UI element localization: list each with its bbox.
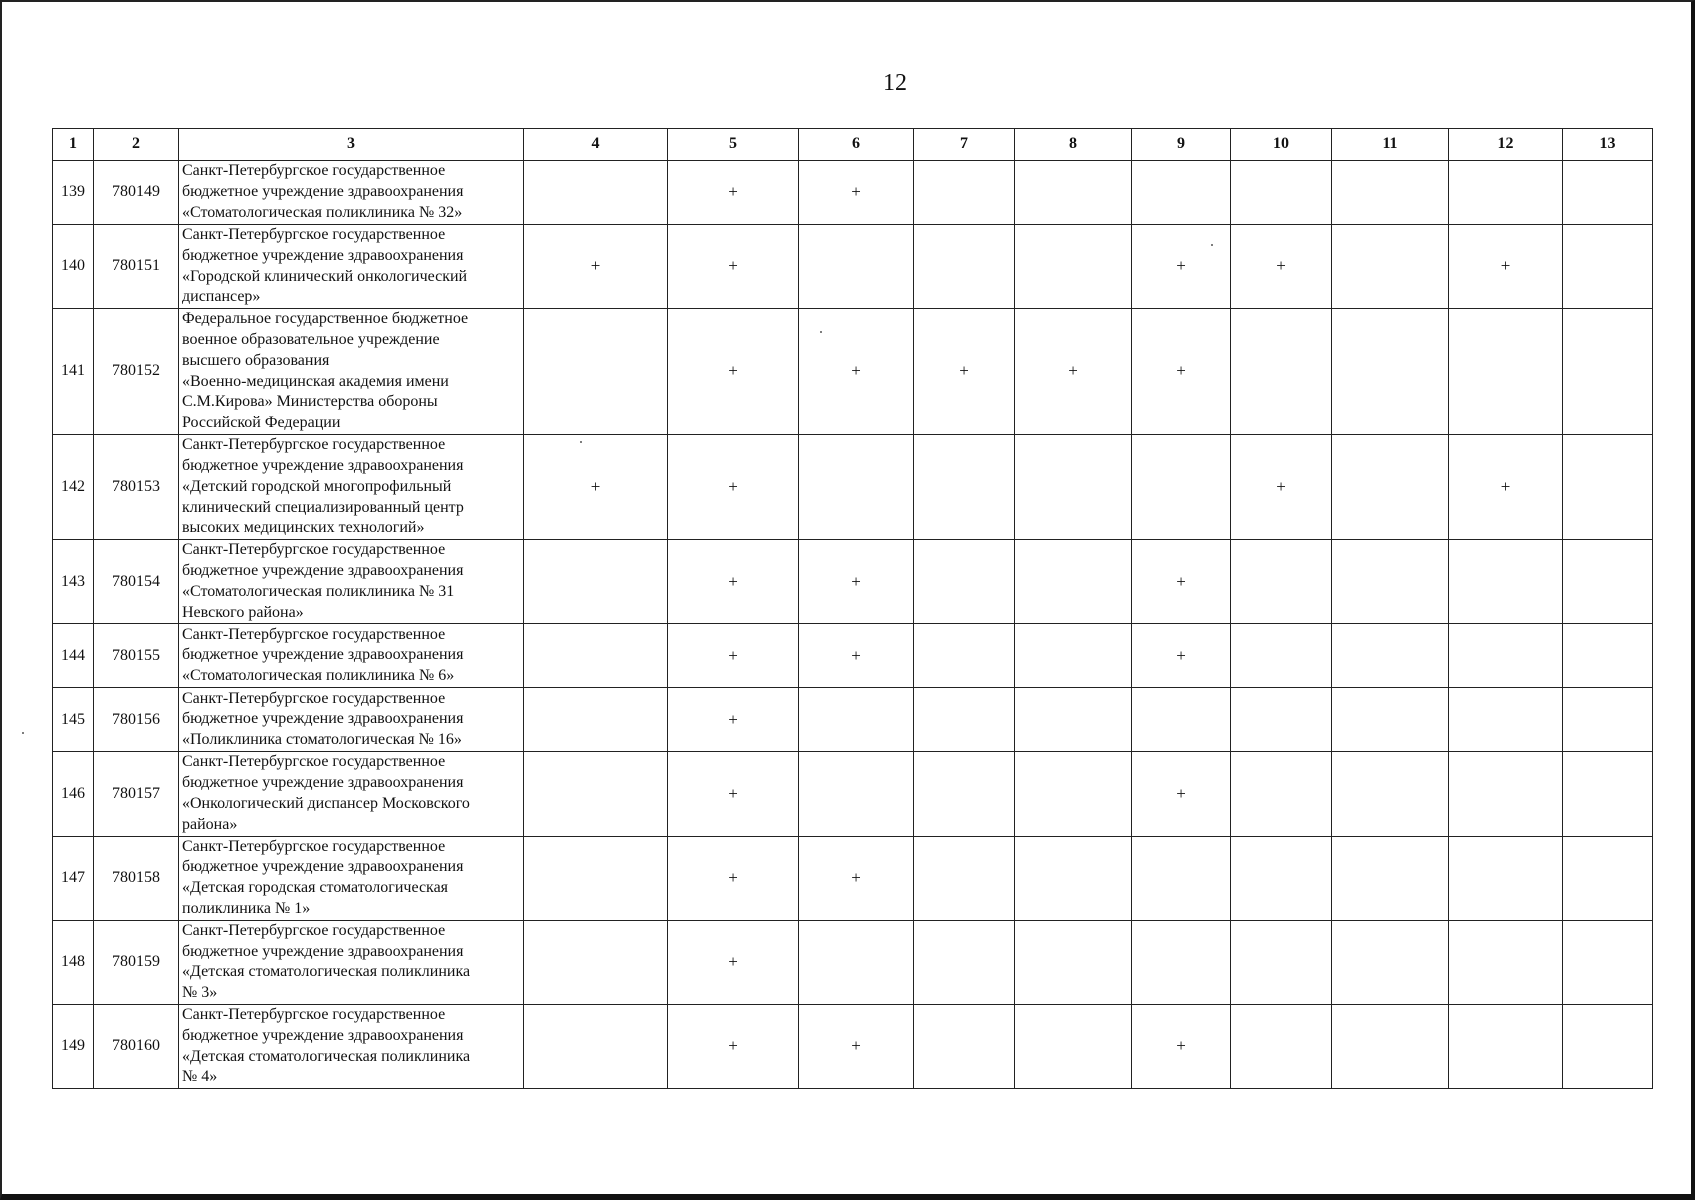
- row-number-cell: 139: [53, 161, 94, 225]
- organization-name-line: бюджетное учреждение здравоохранения: [182, 1026, 464, 1044]
- table-row: [53, 1004, 1653, 1088]
- organization-name-line: № 3»: [182, 984, 218, 1002]
- organization-name-cell: [179, 161, 524, 225]
- organization-name-line: Санкт-Петербургское государственное: [182, 541, 446, 559]
- organization-name-line: военное образовательное учреждение: [182, 331, 440, 349]
- header-cell: 5: [668, 129, 799, 161]
- row-number-cell: 147: [53, 836, 94, 920]
- organization-name-line: района»: [182, 815, 238, 833]
- organization-name-line: Санкт-Петербургское государственное: [182, 1005, 446, 1023]
- mark-cell-col-6: +: [799, 540, 914, 624]
- row-number-cell: 146: [53, 752, 94, 836]
- mark-cell-col-13: [1563, 752, 1653, 836]
- row-number-cell: 141: [53, 309, 94, 435]
- table-row: [53, 688, 1653, 752]
- mark-cell-col-10: +: [1231, 225, 1332, 309]
- mark-cell-col-5: +: [668, 540, 799, 624]
- mark-cell-col-13: [1563, 836, 1653, 920]
- mark-cell-col-4: [524, 688, 668, 752]
- mark-cell-col-9: [1132, 161, 1231, 225]
- organization-name-line: Федеральное государственное бюджетное: [182, 310, 469, 328]
- mark-cell-col-4: [524, 624, 668, 688]
- mark-cell-col-10: [1231, 836, 1332, 920]
- header-cell: 2: [94, 129, 179, 161]
- mark-cell-col-9: +: [1132, 624, 1231, 688]
- registry-code-cell: 780153: [94, 435, 179, 540]
- mark-cell-col-10: +: [1231, 435, 1332, 540]
- mark-cell-col-9: +: [1132, 540, 1231, 624]
- mark-cell-col-12: [1449, 836, 1563, 920]
- organization-name-line: диспансер»: [182, 288, 261, 306]
- header-cell: 9: [1132, 129, 1231, 161]
- organization-name-line: «Стоматологическая поликлиника № 31: [182, 582, 455, 600]
- mark-cell-col-13: [1563, 309, 1653, 435]
- organization-name-line: бюджетное учреждение здравоохранения: [182, 710, 464, 728]
- table-row: [53, 540, 1653, 624]
- scan-speck: [1211, 244, 1213, 246]
- mark-cell-col-10: [1231, 920, 1332, 1004]
- header-cell: 10: [1231, 129, 1332, 161]
- mark-cell-col-13: [1563, 540, 1653, 624]
- mark-cell-col-6: +: [799, 161, 914, 225]
- mark-cell-col-11: [1332, 309, 1449, 435]
- mark-cell-col-6: +: [799, 624, 914, 688]
- mark-cell-col-12: [1449, 920, 1563, 1004]
- mark-cell-col-11: [1332, 161, 1449, 225]
- scan-speck: [580, 441, 582, 443]
- mark-cell-col-4: +: [524, 435, 668, 540]
- mark-cell-col-4: [524, 540, 668, 624]
- mark-cell-col-10: [1231, 1004, 1332, 1088]
- registry-code-cell: 780151: [94, 225, 179, 309]
- header-cell: 7: [914, 129, 1015, 161]
- registry-code-cell: 780155: [94, 624, 179, 688]
- mark-cell-col-4: [524, 1004, 668, 1088]
- mark-cell-col-8: [1015, 688, 1132, 752]
- mark-cell-col-7: [914, 540, 1015, 624]
- mark-cell-col-7: [914, 225, 1015, 309]
- mark-cell-col-10: [1231, 624, 1332, 688]
- mark-cell-col-4: +: [524, 225, 668, 309]
- mark-cell-col-8: [1015, 225, 1132, 309]
- organization-name-line: «Детский городской многопрофильный: [182, 477, 452, 495]
- organization-name-line: «Детская стоматологическая поликлиника: [182, 963, 471, 981]
- scan-speck: [820, 331, 822, 333]
- organization-name-line: С.М.Кирова» Министерства обороны: [182, 393, 438, 411]
- mark-cell-col-5: +: [668, 161, 799, 225]
- header-cell: 13: [1563, 129, 1653, 161]
- header-cell: 1: [53, 129, 94, 161]
- organization-name-line: клинический специализированный центр: [182, 498, 464, 516]
- header-cell: 11: [1332, 129, 1449, 161]
- table-body: [53, 161, 1653, 1089]
- registry-code-cell: 780159: [94, 920, 179, 1004]
- organization-name-line: «Детская стоматологическая поликлиника: [182, 1047, 471, 1065]
- mark-cell-col-9: +: [1132, 225, 1231, 309]
- table-row: [53, 624, 1653, 688]
- mark-cell-col-10: [1231, 309, 1332, 435]
- registry-code-cell: 780156: [94, 688, 179, 752]
- mark-cell-col-11: [1332, 435, 1449, 540]
- organization-name-cell: [179, 540, 524, 624]
- mark-cell-col-13: [1563, 688, 1653, 752]
- registry-code-cell: 780154: [94, 540, 179, 624]
- mark-cell-col-6: [799, 688, 914, 752]
- organization-name-cell: [179, 309, 524, 435]
- organization-name-cell: [179, 435, 524, 540]
- row-number-cell: 144: [53, 624, 94, 688]
- mark-cell-col-5: +: [668, 624, 799, 688]
- mark-cell-col-6: +: [799, 836, 914, 920]
- mark-cell-col-4: [524, 161, 668, 225]
- organization-name-line: «Детская городская стоматологическая: [182, 879, 449, 897]
- organization-name-line: Санкт-Петербургское государственное: [182, 436, 446, 454]
- mark-cell-col-9: [1132, 836, 1231, 920]
- organization-name-line: бюджетное учреждение здравоохранения: [182, 246, 464, 264]
- organization-name-line: высоких медицинских технологий»: [182, 519, 425, 537]
- mark-cell-col-13: [1563, 920, 1653, 1004]
- organization-name-line: Санкт-Петербургское государственное: [182, 162, 446, 180]
- organization-name-line: «Городской клинический онкологический: [182, 267, 468, 285]
- mark-cell-col-12: [1449, 309, 1563, 435]
- page-number: 12: [883, 70, 907, 96]
- organization-name-line: бюджетное учреждение здравоохранения: [182, 858, 464, 876]
- mark-cell-col-5: +: [668, 836, 799, 920]
- organization-name-line: Санкт-Петербургское государственное: [182, 753, 446, 771]
- mark-cell-col-8: [1015, 435, 1132, 540]
- header-cell: 6: [799, 129, 914, 161]
- registry-code-cell: 780158: [94, 836, 179, 920]
- mark-cell-col-7: [914, 435, 1015, 540]
- mark-cell-col-8: [1015, 752, 1132, 836]
- mark-cell-col-6: [799, 752, 914, 836]
- mark-cell-col-11: [1332, 688, 1449, 752]
- organization-name-line: № 4»: [182, 1068, 218, 1086]
- mark-cell-col-6: [799, 435, 914, 540]
- mark-cell-col-9: +: [1132, 752, 1231, 836]
- registry-code-cell: 780152: [94, 309, 179, 435]
- mark-cell-col-4: [524, 836, 668, 920]
- mark-cell-col-11: [1332, 1004, 1449, 1088]
- mark-cell-col-8: [1015, 1004, 1132, 1088]
- organization-name-cell: [179, 836, 524, 920]
- mark-cell-col-7: [914, 161, 1015, 225]
- mark-cell-col-11: [1332, 624, 1449, 688]
- header-cell: 12: [1449, 129, 1563, 161]
- mark-cell-col-13: [1563, 435, 1653, 540]
- table-row: [53, 309, 1653, 435]
- mark-cell-col-12: [1449, 1004, 1563, 1088]
- registry-code-cell: 780160: [94, 1004, 179, 1088]
- organization-name-line: бюджетное учреждение здравоохранения: [182, 183, 464, 201]
- mark-cell-col-5: +: [668, 309, 799, 435]
- mark-cell-col-8: [1015, 836, 1132, 920]
- organization-name-line: «Стоматологическая поликлиника № 6»: [182, 667, 455, 685]
- mark-cell-col-6: [799, 225, 914, 309]
- mark-cell-col-9: [1132, 435, 1231, 540]
- registry-code-cell: 780149: [94, 161, 179, 225]
- mark-cell-col-7: [914, 920, 1015, 1004]
- organization-name-line: Санкт-Петербургское государственное: [182, 837, 446, 855]
- mark-cell-col-12: [1449, 752, 1563, 836]
- organization-name-line: бюджетное учреждение здравоохранения: [182, 942, 464, 960]
- mark-cell-col-9: +: [1132, 1004, 1231, 1088]
- organization-name-cell: [179, 752, 524, 836]
- mark-cell-col-11: [1332, 920, 1449, 1004]
- mark-cell-col-6: [799, 920, 914, 1004]
- mark-cell-col-11: [1332, 225, 1449, 309]
- mark-cell-col-7: [914, 752, 1015, 836]
- table-row: [53, 161, 1653, 225]
- mark-cell-col-11: [1332, 752, 1449, 836]
- organization-name-line: бюджетное учреждение здравоохранения: [182, 561, 464, 579]
- organization-name-cell: [179, 920, 524, 1004]
- organization-name-line: «Поликлиника стоматологическая № 16»: [182, 731, 462, 749]
- organization-name-line: «Стоматологическая поликлиника № 32»: [182, 203, 463, 221]
- mark-cell-col-9: [1132, 688, 1231, 752]
- mark-cell-col-12: [1449, 624, 1563, 688]
- mark-cell-col-6: +: [799, 309, 914, 435]
- header-cell: 4: [524, 129, 668, 161]
- mark-cell-col-12: +: [1449, 435, 1563, 540]
- mark-cell-col-10: [1231, 540, 1332, 624]
- mark-cell-col-9: [1132, 920, 1231, 1004]
- mark-cell-col-5: +: [668, 688, 799, 752]
- mark-cell-col-12: [1449, 161, 1563, 225]
- row-number-cell: 140: [53, 225, 94, 309]
- organization-name-line: поликлиника № 1»: [182, 899, 311, 917]
- header-cell: 8: [1015, 129, 1132, 161]
- scan-speck: [22, 732, 24, 734]
- header-row: [53, 129, 1653, 161]
- mark-cell-col-4: [524, 752, 668, 836]
- mark-cell-col-5: +: [668, 435, 799, 540]
- organization-name-line: «Военно-медицинская академия имени: [182, 372, 449, 390]
- registry-table: [52, 128, 1653, 1089]
- organization-name-cell: [179, 225, 524, 309]
- organization-name-line: бюджетное учреждение здравоохранения: [182, 774, 464, 792]
- organization-name-line: Санкт-Петербургское государственное: [182, 921, 446, 939]
- row-number-cell: 149: [53, 1004, 94, 1088]
- organization-name-line: Российской Федерации: [182, 414, 341, 432]
- mark-cell-col-7: [914, 1004, 1015, 1088]
- mark-cell-col-5: +: [668, 1004, 799, 1088]
- organization-name-cell: [179, 688, 524, 752]
- table-row: [53, 920, 1653, 1004]
- organization-name-line: бюджетное учреждение здравоохранения: [182, 456, 464, 474]
- organization-name-line: Санкт-Петербургское государственное: [182, 226, 446, 243]
- organization-name-line: Санкт-Петербургское государственное: [182, 625, 446, 643]
- table-row: [53, 225, 1653, 309]
- mark-cell-col-6: +: [799, 1004, 914, 1088]
- mark-cell-col-13: [1563, 1004, 1653, 1088]
- mark-cell-col-7: +: [914, 309, 1015, 435]
- mark-cell-col-10: [1231, 688, 1332, 752]
- mark-cell-col-12: [1449, 688, 1563, 752]
- mark-cell-col-8: [1015, 624, 1132, 688]
- row-number-cell: 142: [53, 435, 94, 540]
- organization-name-line: высшего образования: [182, 351, 330, 369]
- organization-name-cell: [179, 624, 524, 688]
- mark-cell-col-5: +: [668, 920, 799, 1004]
- mark-cell-col-5: +: [668, 225, 799, 309]
- mark-cell-col-4: [524, 920, 668, 1004]
- mark-cell-col-8: [1015, 920, 1132, 1004]
- mark-cell-col-11: [1332, 836, 1449, 920]
- mark-cell-col-7: [914, 836, 1015, 920]
- mark-cell-col-13: [1563, 624, 1653, 688]
- mark-cell-col-8: [1015, 540, 1132, 624]
- mark-cell-col-12: [1449, 540, 1563, 624]
- organization-name-line: «Онкологический диспансер Московского: [182, 794, 470, 812]
- organization-name-cell: [179, 1004, 524, 1088]
- row-number-cell: 145: [53, 688, 94, 752]
- row-number-cell: 143: [53, 540, 94, 624]
- mark-cell-col-5: +: [668, 752, 799, 836]
- mark-cell-col-8: +: [1015, 309, 1132, 435]
- table-row: [53, 836, 1653, 920]
- registry-code-cell: 780157: [94, 752, 179, 836]
- mark-cell-col-4: [524, 309, 668, 435]
- row-number-cell: 148: [53, 920, 94, 1004]
- organization-name-line: Санкт-Петербургское государственное: [182, 689, 446, 707]
- mark-cell-col-11: [1332, 540, 1449, 624]
- header-cell: 3: [179, 129, 524, 161]
- mark-cell-col-7: [914, 624, 1015, 688]
- mark-cell-col-7: [914, 688, 1015, 752]
- mark-cell-col-9: +: [1132, 309, 1231, 435]
- mark-cell-col-13: [1563, 161, 1653, 225]
- mark-cell-col-13: [1563, 225, 1653, 309]
- table-row: [53, 435, 1653, 540]
- mark-cell-col-10: [1231, 752, 1332, 836]
- table-row: [53, 752, 1653, 836]
- mark-cell-col-8: [1015, 161, 1132, 225]
- organization-name-line: Невского района»: [182, 603, 304, 621]
- organization-name-line: бюджетное учреждение здравоохранения: [182, 646, 464, 664]
- mark-cell-col-12: +: [1449, 225, 1563, 309]
- mark-cell-col-10: [1231, 161, 1332, 225]
